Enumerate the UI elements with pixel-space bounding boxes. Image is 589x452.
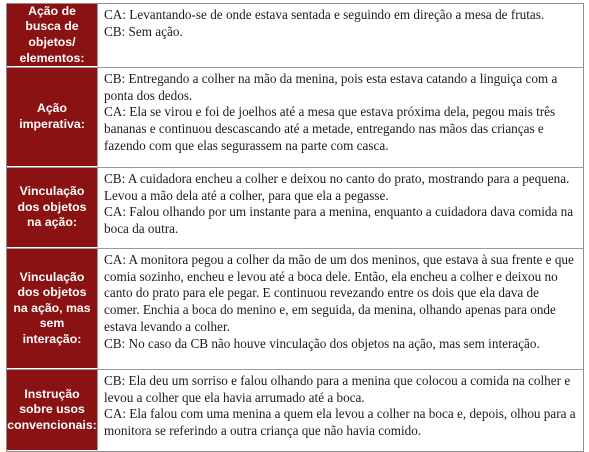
entry-text: CA: Levantando-se de onde estava sentada e seguindo em direção a mesa de frutas. <box>104 7 545 22</box>
entry-text: CA: Ela falou com uma menina a quem ela levou a colher na boca e, depois, olhou para a monitora se referindo a outra criança que não havia comido. <box>104 406 576 439</box>
row-content <box>98 168 583 248</box>
row-header: Ação imperativa: <box>7 68 98 167</box>
entry-text: CA: Falou olhando por um instante para a menina, enquanto a cuidadora dava comida na boca da outra. <box>104 204 574 237</box>
table-row <box>7 67 583 167</box>
entry-text: CB: A cuidadora encheu a colher e deixou no canto do prato, mostrando para a pequena. Levou a mão dela até a colher, para que ela a pegasse. <box>104 171 570 203</box>
row-content <box>98 4 583 67</box>
row-content <box>98 370 583 451</box>
entry-text: CB: Entregando a colher na mão da menina, pois esta estava catando a linguiça com a ponta dos dedos. <box>104 71 558 103</box>
entry-text: CB: Sem ação. <box>104 23 183 39</box>
row-header: Vinculação dos objetos na ação, mas sem interação: <box>7 249 98 369</box>
row-content <box>98 249 583 369</box>
table-row <box>7 4 583 67</box>
row-header: Instrução sobre usos convencionais: <box>7 370 98 451</box>
behavior-table <box>6 3 584 452</box>
table-row <box>7 248 583 369</box>
entry-text: CB: Ela deu um sorriso e falou olhando para a menina que colocou a comida na colher e levou a colher que ela havia arrumado até a boca. <box>104 373 571 405</box>
entry-text: CA: Ela se virou e foi de joelhos até a mesa que estava próxima dela, pegou mais três bananas e continuou descascando até a metade, entregando nas mãos das crianças e fazendo com que elas segurassem na parte com casca. <box>104 104 556 153</box>
table-row <box>7 167 583 248</box>
row-header: Vinculação dos objetos na ação: <box>7 168 98 248</box>
entry-text: CB: No caso da CB não houve vinculação dos objetos na ação, mas sem interação. <box>104 335 540 351</box>
row-content <box>98 68 583 167</box>
row-header: Ação de busca de objetos/ elementos: <box>7 4 98 67</box>
table-row <box>7 369 583 451</box>
entry-text: CA: A monitora pegou a colher da mão de um dos meninos, que estava à sua frente e que comia sozinho, encheu e levou até a boca dele. Então, ela encheu a colher e deixou no canto do prato para ele pegar. E continuou revezando entre os dois que ela dava de comer. Enchia a boca do menino e, em seguida, da menina, olhando apenas para onde estava levando a colher. <box>104 252 574 334</box>
